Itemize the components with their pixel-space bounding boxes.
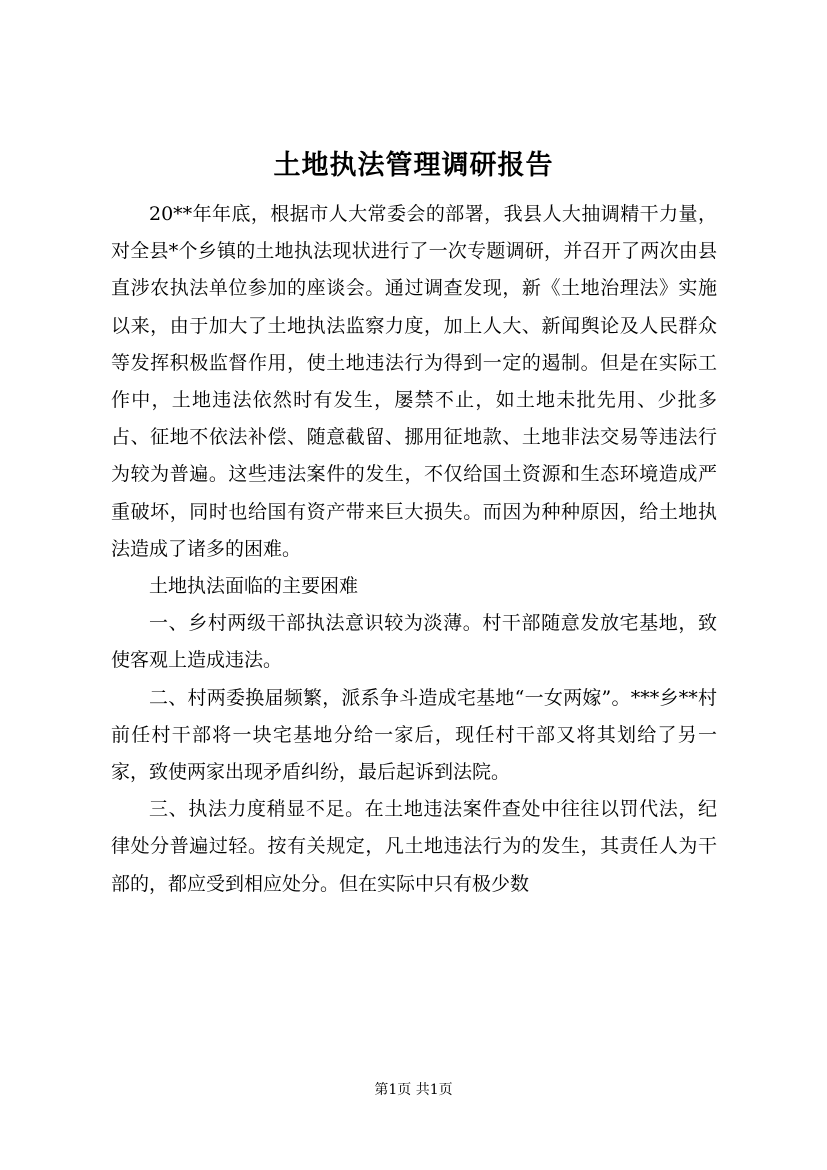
paragraph-point-two: 二、村两委换届频繁，派系争斗造成宅基地“一女两嫁”。***乡**村前任村干部将一块宅基地分给一家后，现任村干部又将其划给了另一家，致使两家出现矛盾纠纷，最后起诉到法院。 xyxy=(111,686,717,784)
paragraph-point-three: 三、执法力度稍显不足。在土地违法案件查处中往往以罚代法，纪律处分普遍过轻。按有关规定，凡土地违法行为的发生，其责任人为干部的，都应受到相应处分。但在实际中只有极少数 xyxy=(111,798,717,895)
paragraph-intro: 20**年年底，根据市人大常委会的部署，我县人大抽调精干力量，对全县*个乡镇的土地执法现状进行了一次专题调研，并召开了两次由县直涉农执法单位参加的座谈会。通过调查发现，新《土地治理法》实施以来，由于加大了土地执法监察力度，加上人大、新闻舆论及人民群众等发挥积极监督作用，使土地违法行为得到一定的遏制。但是在实际工作中，土地违法依然时有发生，屡禁不止，如土地未批先用、少批多占、征地不依法补偿、随意截留、挪用征地款、土地非法交易等违法行为较为普遍。这些违法案件的发生，不仅给国土资源和生态环境造成严重破坏，同时也给国有资产带来巨大损失。而因为种种原因，给土地执法造成了诸多的困难。 xyxy=(111,203,717,560)
paragraph-point-one: 一、乡村两级干部执法意识较为淡薄。村干部随意发放宅基地，致使客观上造成违法。 xyxy=(111,612,717,672)
page-title: 土地执法管理调研报告 xyxy=(273,150,554,181)
section-heading: 土地执法面临的主要困难 xyxy=(149,575,359,598)
page-footer: 第1页 共1页 xyxy=(374,1082,453,1098)
document-body xyxy=(111,196,717,903)
